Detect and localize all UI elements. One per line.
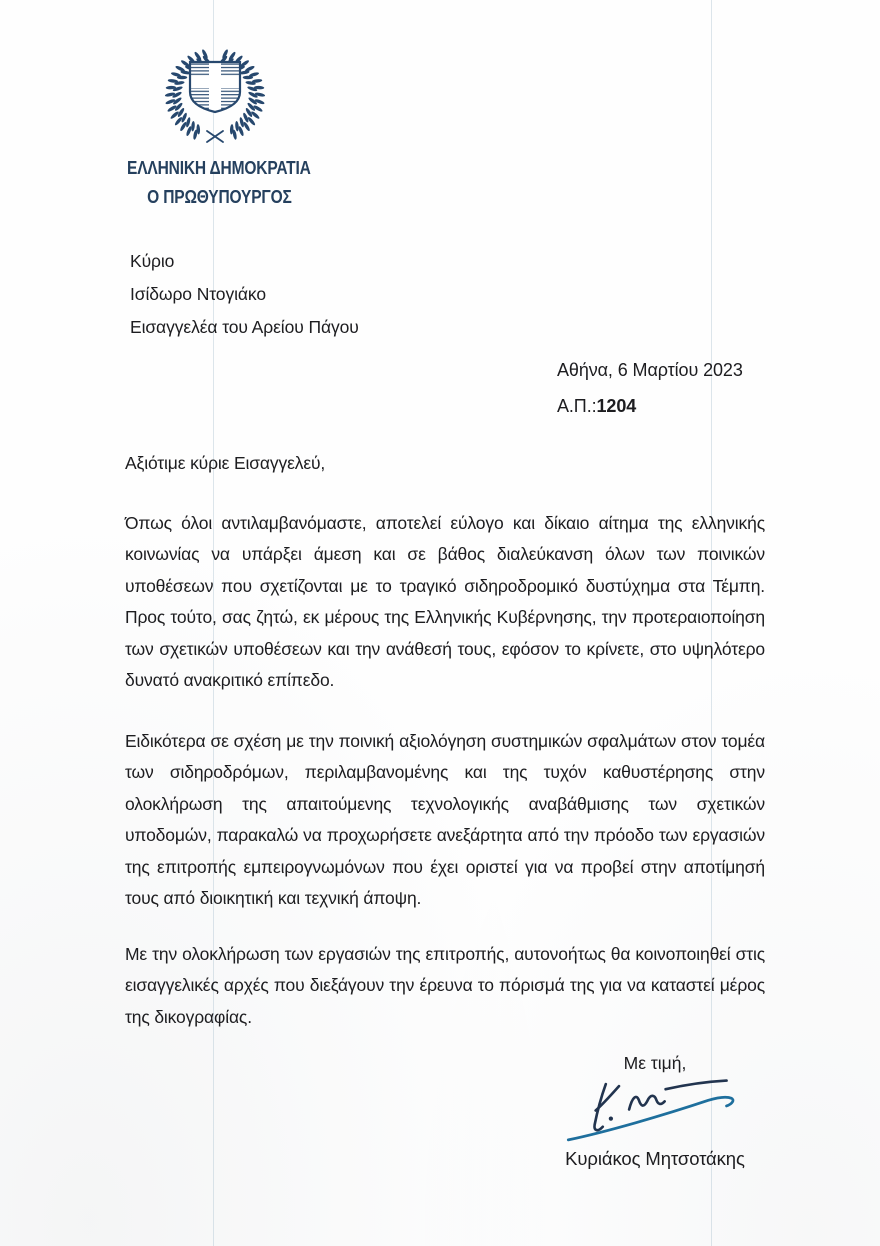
recipient-name: Ισίδωρο Ντογιάκο xyxy=(130,284,266,304)
salutation: Αξιότιμε κύριε Εισαγγελεύ, xyxy=(125,453,326,473)
paragraph-2: Ειδικότερα σε σχέση με την ποινική αξιολόγηση συστημικών σφαλμάτων στον τομέα των σιδηροδρόμων, περιλαμβανομένης και της τυχόν καθυστέρησης στην ολοκλήρωση της απαιτούμενης τεχνολογικής αναβάθμισης των σχετικών υποδομών, παρακαλώ να προχωρήσετε ανεξάρτητα από την πρόοδο των εργασιών της επιτροπής εμπειρογνωμόνων που έχει οριστεί για να προβεί στην αποτίμησή τους από διοικητική και τεχνική άποψη. xyxy=(125,730,765,908)
wreath-stems xyxy=(207,131,223,142)
protocol-number: 1204 xyxy=(596,396,637,416)
recipient-role: Εισαγγελέα του Αρείου Πάγου xyxy=(130,317,359,337)
signer-name: Κυριάκος Μητσοτάκης xyxy=(565,1148,745,1169)
valediction: Με τιμή, xyxy=(623,1053,687,1073)
dateline-block xyxy=(557,352,743,424)
recipient-block xyxy=(130,245,359,344)
paragraph-3: Με την ολοκλήρωση των εργασιών της επιτροπής, αυτονοήτως θα κοινοποιηθεί στις εισαγγελικές αρχές που διεξάγουν την έρευνα το πόρισμά της για να καταστεί μέρος της δικογραφίας. xyxy=(125,943,765,1027)
paragraph-1: Όπως όλοι αντιλαμβανόμαστε, αποτελεί εύλογο και δίκαιο αίτημα της ελληνικής κοινωνίας να υπάρξει άμεση και σε βάθος διαλεύκανση όλων των ποινικών υποθέσεων που σχετίζονται με το τραγικό σιδηροδρομικό δυστύχημα στα Τέμπη. Προς τούτο, σας ζητώ, εκ μέρους της Ελληνικής Κυβέρνησης, την προτεραιοποίηση των σχετικών υποθέσεων και την ανάθεσή τους, εφόσον το κρίνετε, στο υψηλότερο δυνατό ανακριτικό επίπεδο. xyxy=(125,512,765,690)
letterhead-office: Ο ΠΡΩΘΥΠΟΥΡΓΟΣ xyxy=(147,186,292,207)
protocol-label: Α.Π.: xyxy=(557,396,597,416)
greek-coat-of-arms-icon xyxy=(162,46,268,146)
handwritten-signature xyxy=(566,1076,744,1147)
place-and-date: Αθήνα, 6 Μαρτίου 2023 xyxy=(557,360,743,380)
letterhead-republic: ΕΛΛΗΝΙΚΗ ΔΗΜΟΚΡΑΤΙΑ xyxy=(127,157,311,178)
letter-body xyxy=(125,448,765,1033)
protocol-line xyxy=(557,388,743,424)
letterhead xyxy=(127,153,311,211)
recipient-title: Κύριο xyxy=(130,251,175,271)
closing-block xyxy=(530,1052,780,1170)
shield-with-cross xyxy=(188,60,242,116)
